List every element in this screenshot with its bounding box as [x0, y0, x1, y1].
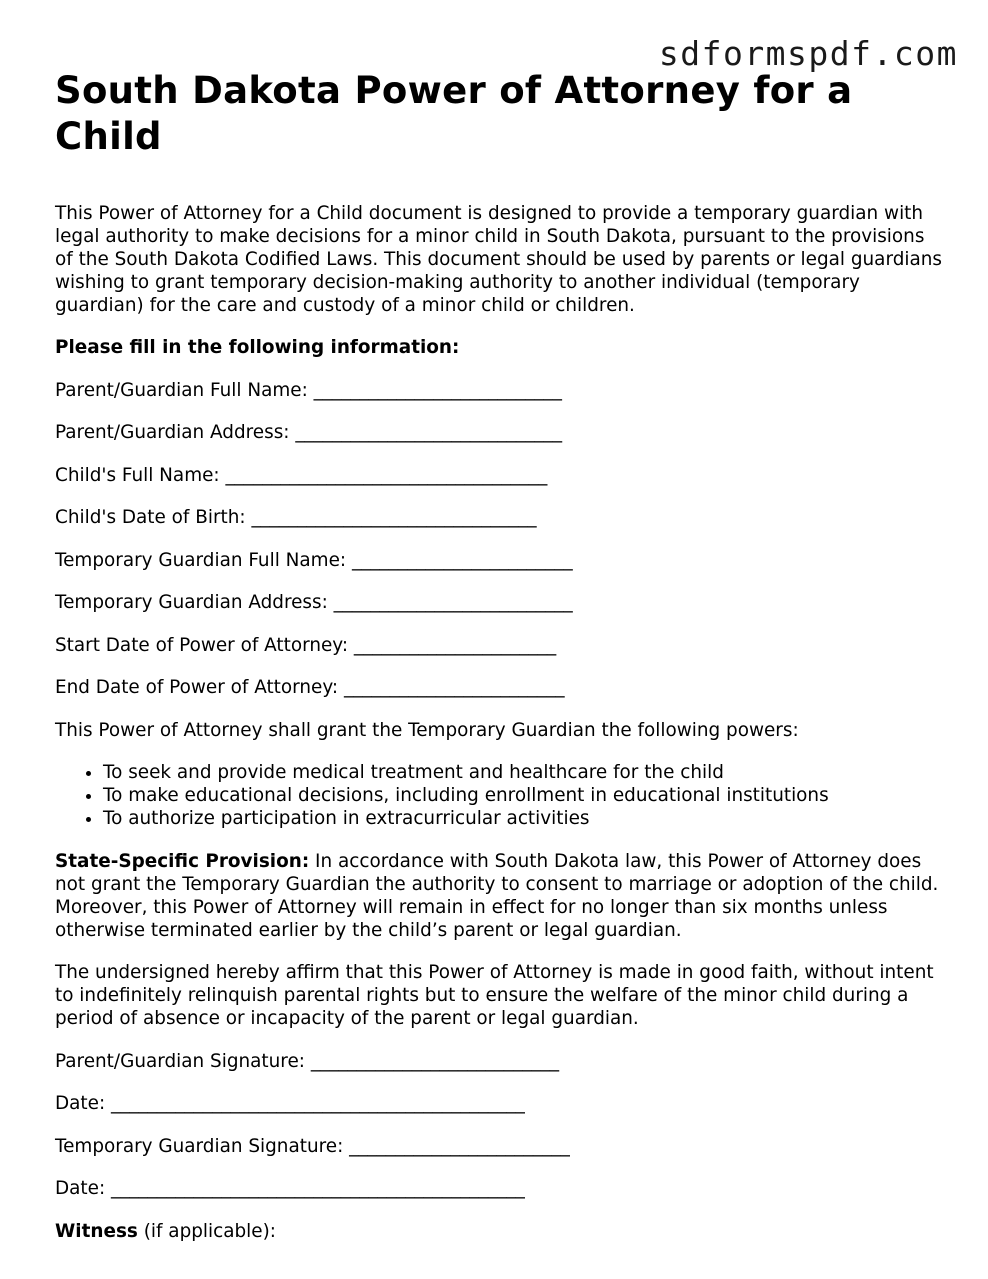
field-blank-line[interactable]: _____________________________________________ — [111, 1093, 525, 1114]
field-guardian-signature[interactable] — [55, 1135, 945, 1158]
power-item: • To seek and provide medical treatment and healthcare for the child — [103, 761, 945, 784]
field-guardian-address[interactable] — [55, 591, 945, 614]
document-title: South Dakota Power of Attorney for a Child — [55, 69, 853, 158]
document-page — [55, 68, 945, 1243]
field-label: Parent/Guardian Address: — [55, 422, 290, 443]
power-item: • To authorize participation in extracurricular activities — [103, 807, 945, 830]
witness-label: Witness — [55, 1220, 138, 1242]
field-parent-signature-date[interactable] — [55, 1092, 945, 1115]
field-blank-line[interactable]: ________________________ — [343, 677, 565, 698]
field-parent-address[interactable] — [55, 421, 945, 444]
field-blank-line[interactable]: ___________________________________ — [225, 464, 548, 486]
site-watermark: sdformspdf.com — [658, 34, 958, 73]
field-parent-signature[interactable] — [55, 1050, 945, 1073]
field-label: Child's Date of Birth: — [55, 507, 246, 528]
field-label: Temporary Guardian Address: — [55, 592, 328, 613]
field-parent-name[interactable] — [55, 379, 945, 402]
field-start-date[interactable] — [55, 634, 945, 657]
field-blank-line[interactable]: _____________________________ — [295, 422, 563, 443]
field-label: Date: — [55, 1093, 106, 1114]
field-blank-line[interactable]: ______________________ — [353, 634, 557, 656]
intro-paragraph: This Power of Attorney for a Child document is designed to provide a temporary guardian with legal authority to make decisions for a minor child in South Dakota, pursuant to the provisions of the South Dakota Codified Laws. This document should be used by parents or legal guardians wishing to grant temporary decision-making authority to another individual (temporary guardian) for the care and custody of a minor child or children. — [55, 203, 942, 316]
field-child-dob[interactable] — [55, 506, 945, 529]
field-blank-line[interactable]: ________________________ — [349, 1135, 570, 1157]
field-blank-line[interactable]: ___________________________ — [310, 1050, 560, 1072]
field-label: Temporary Guardian Signature: — [55, 1135, 344, 1157]
field-blank-line[interactable]: _______________________________ — [251, 507, 537, 528]
provision-label: State-Specific Provision: — [55, 850, 310, 872]
field-blank-line[interactable]: _____________________________________________ — [111, 1178, 525, 1199]
state-provision-paragraph — [55, 850, 945, 942]
powers-intro: This Power of Attorney shall grant the Temporary Guardian the following powers: — [55, 719, 799, 741]
witness-line — [55, 1220, 945, 1243]
field-label: Parent/Guardian Signature: — [55, 1050, 305, 1072]
field-label: Temporary Guardian Full Name: — [55, 549, 347, 571]
field-guardian-signature-date[interactable] — [55, 1177, 945, 1200]
field-label: Child's Full Name: — [55, 464, 220, 486]
field-blank-line[interactable]: ________________________ — [351, 549, 573, 571]
field-label: Date: — [55, 1178, 106, 1199]
field-blank-line[interactable]: __________________________ — [333, 592, 573, 613]
field-child-name[interactable] — [55, 464, 945, 487]
witness-note: (if applicable): — [137, 1220, 276, 1242]
field-guardian-name[interactable] — [55, 549, 945, 572]
field-label: Parent/Guardian Full Name: — [55, 379, 308, 401]
fill-in-heading: Please fill in the following information: — [55, 337, 460, 358]
affirmation-paragraph: The undersigned hereby affirm that this Power of Attorney is made in good faith, without intent to indefinitely relinquish parental rights but to ensure the welfare of the minor child during a period of absence or incapacity of the parent or legal guardian. — [55, 962, 934, 1029]
power-item: • To make educational decisions, including enrollment in educational institutions — [103, 784, 945, 807]
provision-text: In accordance with South Dakota law, this Power of Attorney does not grant the Temporary Guardian the authority to consent to marriage or adoption of the child. Moreover, this Power of Attorney will remain in effect for no longer than six months unless otherwise terminated earlier by the child’s parent or legal guardian. — [55, 850, 939, 941]
powers-list — [55, 761, 945, 830]
field-end-date[interactable] — [55, 676, 945, 699]
field-blank-line[interactable]: ___________________________ — [313, 379, 562, 401]
field-label: Start Date of Power of Attorney: — [55, 634, 349, 656]
field-label: End Date of Power of Attorney: — [55, 677, 339, 698]
